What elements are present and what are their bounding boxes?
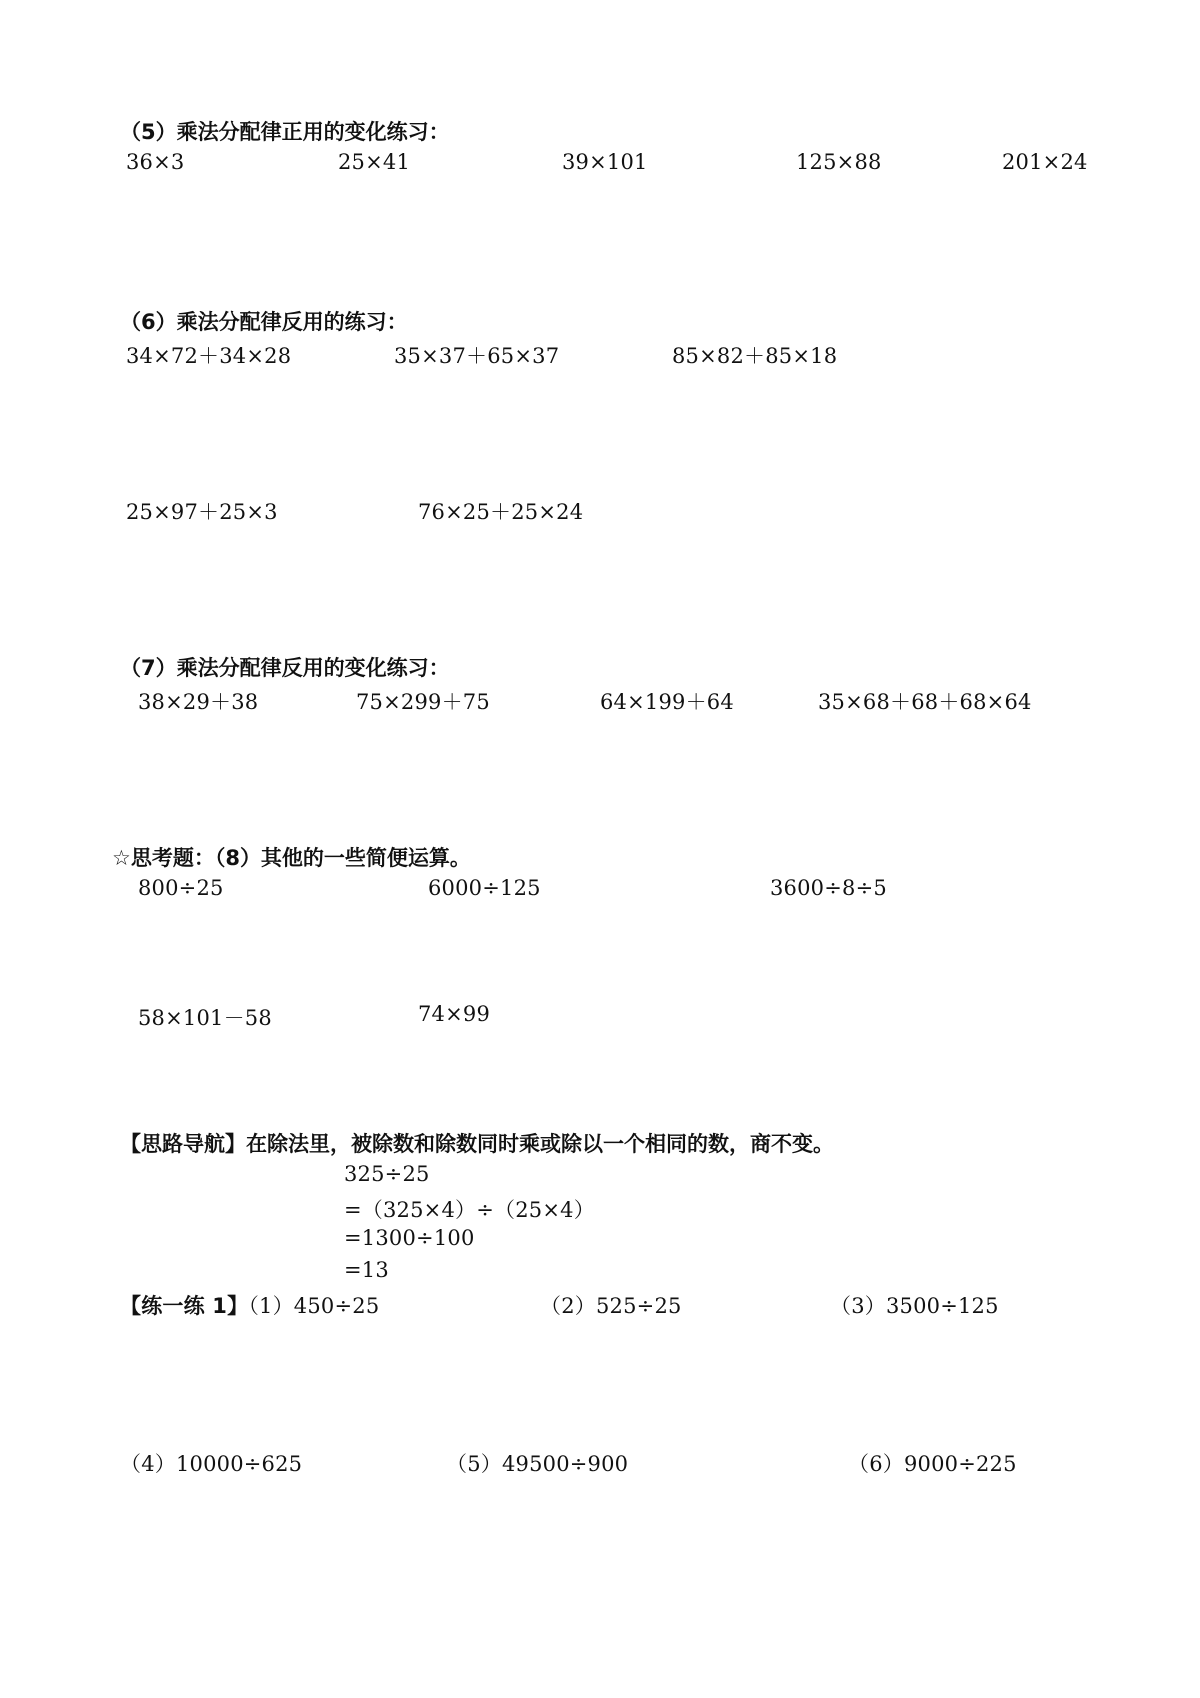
section-7-problem-4: 35×68＋68＋68×64 [818, 690, 1032, 714]
section-6-problem-2: 35×37＋65×37 [394, 344, 560, 368]
practice-1-label: 【练一练 1】 [120, 1294, 249, 1318]
practice-1-problem-3: （3）3500÷125 [830, 1294, 999, 1318]
section-7-problem-1: 38×29＋38 [138, 690, 259, 714]
section-7-problem-3: 64×199＋64 [600, 690, 734, 714]
section-6-problem-5: 76×25＋25×24 [418, 500, 584, 524]
section-8-heading: ☆思考题：（8）其他的一些简便运算。 [112, 846, 471, 870]
practice-1-problem-1: （1）450÷25 [248, 1294, 380, 1318]
section-6-problem-3: 85×82＋85×18 [672, 344, 838, 368]
section-5-problem-5: 201×24 [1002, 150, 1088, 174]
practice-1-row [120, 1290, 379, 1320]
section-7-heading: （7）乘法分配律反用的变化练习： [120, 656, 450, 680]
section-6-problem-4: 25×97＋25×3 [126, 500, 278, 524]
section-6-problem-1: 34×72＋34×28 [126, 344, 292, 368]
practice-1-problem-5: （5）49500÷900 [446, 1452, 629, 1476]
section-5-problem-4: 125×88 [796, 150, 882, 174]
guide-step-1: 325÷25 [344, 1162, 430, 1186]
section-8-problem-3: 3600÷8÷5 [770, 876, 887, 900]
section-5-problem-3: 39×101 [562, 150, 648, 174]
section-5-problem-1: 36×3 [126, 150, 185, 174]
section-5-heading: （5）乘法分配律正用的变化练习： [120, 120, 450, 144]
practice-1-problem-4: （4）10000÷625 [120, 1452, 303, 1476]
practice-1-problem-6: （6）9000÷225 [848, 1452, 1017, 1476]
section-8-problem-1: 800÷25 [138, 876, 224, 900]
practice-1-problem-2: （2）525÷25 [540, 1294, 682, 1318]
section-7-problem-2: 75×299＋75 [356, 690, 490, 714]
section-8-problem-2: 6000÷125 [428, 876, 541, 900]
section-6-heading: （6）乘法分配律反用的练习： [120, 310, 408, 334]
guide-step-4: =13 [344, 1258, 389, 1282]
section-8-problem-4: 58×101－58 [138, 1006, 272, 1030]
section-5-problem-2: 25×41 [338, 150, 411, 174]
guide-heading: 【思路导航】在除法里，被除数和除数同时乘或除以一个相同的数，商不变。 [120, 1132, 834, 1156]
guide-step-2: =（325×4）÷（25×4） [344, 1198, 595, 1222]
section-8-problem-5: 74×99 [418, 1002, 491, 1026]
guide-step-3: =1300÷100 [344, 1226, 475, 1250]
